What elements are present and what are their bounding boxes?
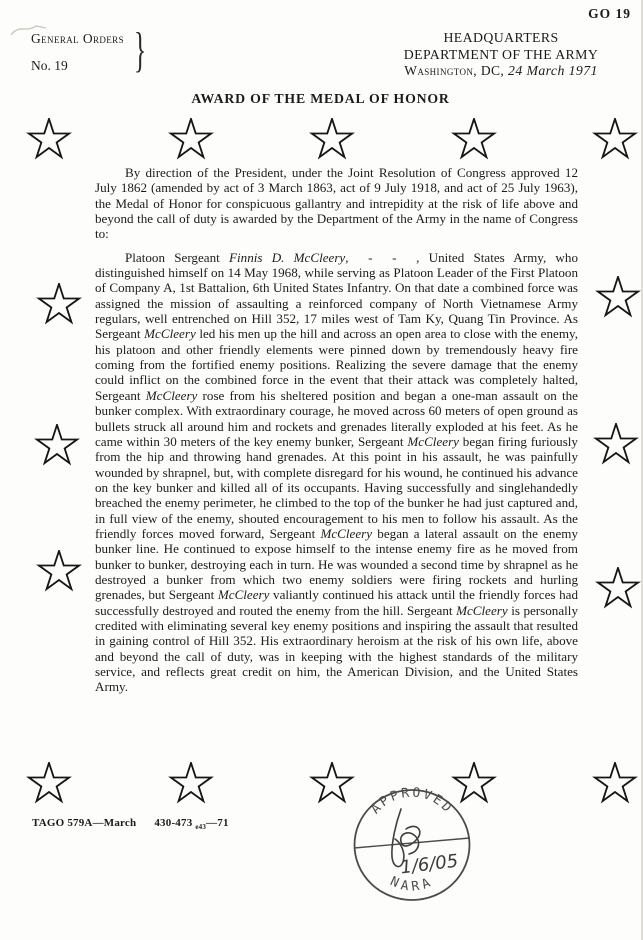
general-orders-label: General Orders	[31, 31, 124, 46]
hq-line3	[368, 63, 634, 80]
orders-number: No. 19	[31, 57, 68, 73]
headquarters-block	[368, 30, 634, 80]
printer-imprint	[32, 817, 229, 831]
stamp-approved-text: APPROVED	[368, 787, 456, 818]
citation-paragraph: Platoon Sergeant Finnis D. McCleery, - - , United States Army, who distinguished himself on 14 May 1968, while serving as Platoon Leader of the First Platoon of Company A, 1st Battalion, 6th United States Infantry. On that date a combined force was assigned the mission of assaulting a reinforced company of North Vietnamese Army regulars, well entrenched on Hill 352, 17 miles west of Tam Ky, Quang Tin Province. As Sergeant McCleery led his men up the hill and across an open area to close with the enemy, his platoon and other friendly elements were pinned down by tremendously heavy fire coming from the fortified enemy positions. Realizing the severe damage that the enemy could inflict on the combined force in the event that their attack was completely halted, Sergeant McCleery rose from his sheltered position and began a one-man assault on the bunker complex. With extraordinary courage, he moved across 60 meters of open ground as bullets struck all around him and rockets and grenades literally exploded at his feet. As he came within 30 meters of the key enemy bunker, Sergeant McCleery began firing furiously from the hip and throwing hand grenades. At this point in his assault, he was painfully wounded by shrapnel, but, with complete disregard for his wound, he continued his advance on the key bunker and killed all of its occupants. Having successfully and singlehandedly breached the enemy perimeter, he climbed to the top of the bunker he had just captured and, in full view of the enemy, shouted encouragement to his men to follow his assault. As the friendly forces moved forward, Sergeant McCleery began a lateral assault on the enemy bunker line. He continued to expose himself to the intense enemy fire as he moved from bunker to bunker, destroying each in turn. He was wounded a second time by shrapnel as he destroyed a bunker from which two enemy soldiers were firing rockets and hurling grenades, but Sergeant McCleery valiantly continued his attack until the friendly forces had successfully destroyed and routed the enemy from the hill. Sergeant McCleery is personally credited with eliminating several key enemy positions and inspiring the assault that resulted in gaining control of Hill 352. His extraordinary heroism at the risk of his own life, above and beyond the call of duty, was in keeping with the highest standards of the military service, and reflects great credit on him, the American Division, and the United States Army.	[95, 249, 579, 695]
star-icon	[168, 762, 214, 806]
go-number: GO 19	[588, 6, 631, 21]
stamp-nara-text: NARA	[387, 874, 437, 895]
citation-body	[95, 165, 578, 695]
hq-line1: HEADQUARTERS	[443, 30, 559, 45]
star-icon	[36, 550, 82, 594]
star-icon	[593, 423, 639, 467]
star-icon	[595, 276, 641, 320]
approval-stamp	[351, 787, 475, 909]
imprint-number: 430-473	[154, 817, 193, 829]
star-row-bottom	[26, 762, 638, 806]
imprint-left: TAGO 579A—March	[32, 817, 137, 829]
general-orders-block	[31, 32, 181, 72]
imprint-subscript: e43	[195, 823, 207, 832]
star-row-top	[26, 118, 638, 162]
star-icon	[26, 762, 72, 806]
star-icon	[451, 118, 497, 162]
star-icon	[592, 118, 638, 162]
preamble-paragraph: By direction of the President, under the Joint Resolution of Congress approved 12 July 1862 (amended by act of 3 March 1863, act of 9 July 1918, and act of 25 July 1963), the Medal of Honor for conspicuous gallantry and intrepidity at the risk of life above and beyond the call of duty is awarded by the Department of the Army in the name of Congress to:	[95, 165, 578, 242]
hq-line2: DEPARTMENT OF THE ARMY	[403, 46, 599, 62]
star-icon	[36, 283, 82, 327]
star-icon	[168, 118, 214, 162]
star-icon	[26, 118, 72, 162]
star-icon	[34, 424, 80, 468]
imprint-tail: —71	[206, 817, 229, 829]
star-icon	[309, 118, 355, 162]
star-icon	[309, 762, 355, 806]
hq-place: Washington, DC,	[404, 63, 505, 78]
star-icon	[595, 567, 641, 611]
page-title: AWARD OF THE MEDAL OF HONOR	[191, 91, 450, 106]
brace-glyph: }	[134, 22, 147, 77]
star-icon	[592, 762, 638, 806]
hq-date: 24 March 1971	[508, 63, 598, 78]
stamp-date: 1/6/05	[399, 850, 460, 879]
